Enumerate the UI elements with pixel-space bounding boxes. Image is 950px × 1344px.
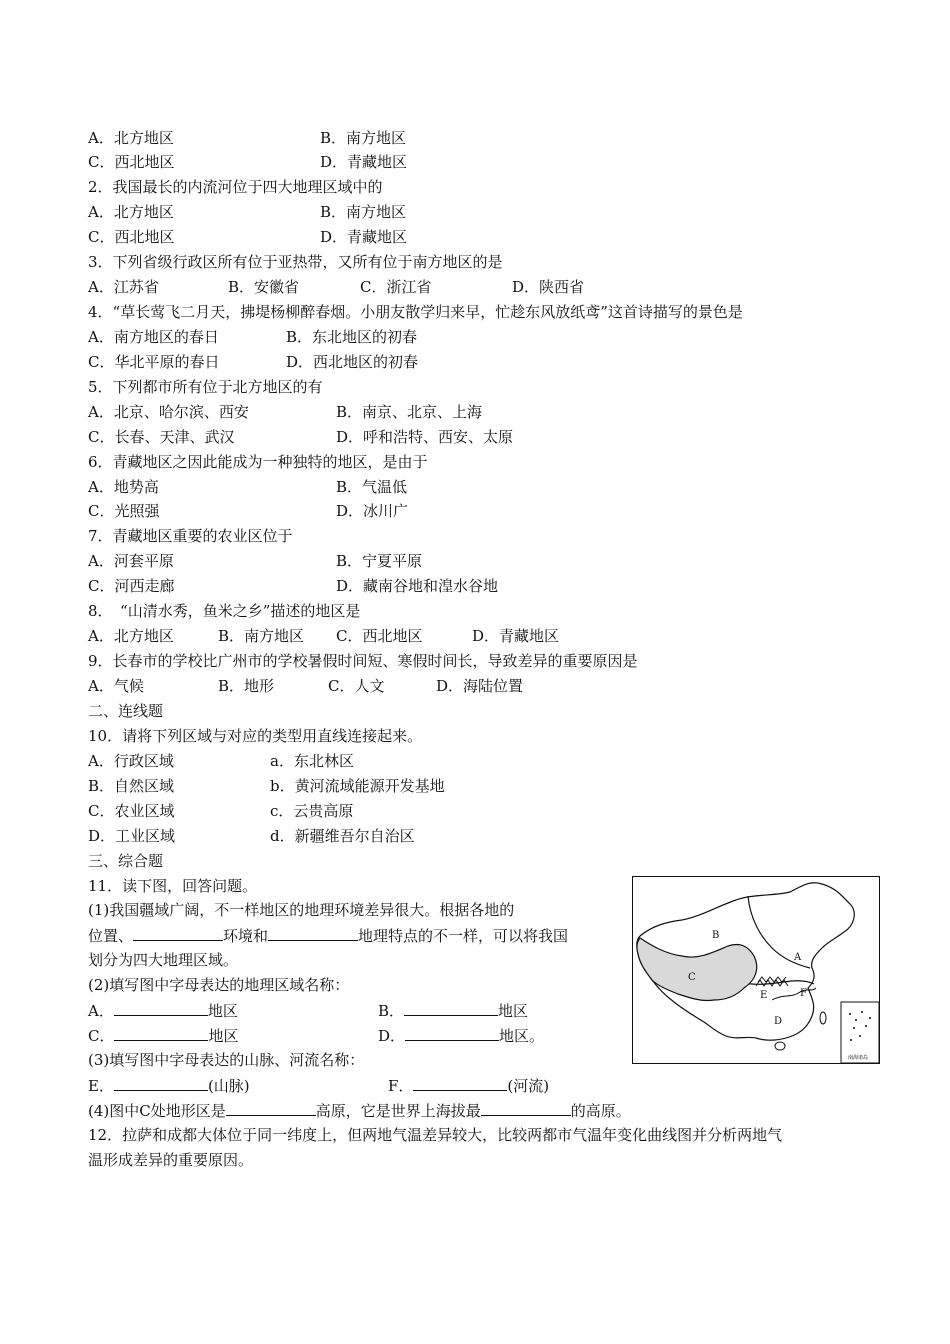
q1-options-row1 <box>88 128 407 148</box>
q10-right-c: c．云贵高原 <box>270 802 354 820</box>
region-d-suffix: 地区。 <box>499 1027 545 1045</box>
answer-blank-river-f[interactable] <box>413 1075 507 1091</box>
q11-part1-line3: 划分为四大地理区域。 <box>88 951 239 969</box>
region-b-label: B． <box>378 1002 405 1020</box>
q11-part4-text-a: (4)图中C处地形区是 <box>88 1102 226 1120</box>
q11-region-c <box>88 1027 239 1045</box>
q2-option-c: C．西北地区 <box>88 228 175 246</box>
hainan-island <box>775 1042 785 1050</box>
q1-options-row2 <box>88 152 408 172</box>
q6-option-b: B．气温低 <box>336 478 408 496</box>
region-a-label: A． <box>88 1002 114 1020</box>
q1-option-b: B．南方地区 <box>320 129 407 147</box>
map-label-b: B <box>712 930 720 941</box>
q10-right-d: d．新疆维吾尔自治区 <box>270 827 415 845</box>
q9-option-d: D．海陆位置 <box>436 677 524 695</box>
map-label-e: E <box>760 990 768 1001</box>
q2-options-row2 <box>88 227 408 247</box>
q1-option-d: D．青藏地区 <box>320 153 408 171</box>
q9-option-a: A．气候 <box>88 677 144 695</box>
mountain-e-label: E． <box>88 1077 114 1095</box>
q10-left-a: A．行政区域 <box>88 752 174 770</box>
q5-option-d: D．呼和浩特、西安、太原 <box>336 428 514 446</box>
q11-part2: (2)填写图中字母表达的地理区域名称： <box>88 976 350 994</box>
q10-left-d: D．工业区域 <box>88 827 176 845</box>
answer-blank-region-c[interactable] <box>114 1025 208 1041</box>
answer-blank-location[interactable] <box>133 925 223 941</box>
q10-stem: 10．请将下列区域与对应的类型用直线连接起来。 <box>88 727 423 745</box>
answer-blank-plateau[interactable] <box>226 1100 316 1116</box>
q9-stem: 9．长春市的学校比广州市的学校暑假时间短、寒假时间长，导致差异的重要原因是 <box>88 652 638 670</box>
q4-options-row1 <box>88 327 418 347</box>
q11-part2-row1 <box>88 1000 529 1020</box>
q10-left-c: C．农业区域 <box>88 802 175 820</box>
q2-option-b: B．南方地区 <box>320 203 407 221</box>
q12-line2: 温形成差异的重要原因。 <box>88 1151 254 1169</box>
q9-option-b: B．地形 <box>218 677 275 695</box>
answer-blank-region-a[interactable] <box>114 1000 208 1016</box>
region-a-suffix: 地区 <box>207 1002 238 1020</box>
q7-option-b: B．宁夏平原 <box>336 552 423 570</box>
q8-options <box>88 626 560 646</box>
answer-blank-altitude[interactable] <box>481 1100 571 1116</box>
q11-part4 <box>88 1100 631 1120</box>
q8-option-b: B．南方地区 <box>218 627 305 645</box>
river-f-label: F． <box>388 1077 414 1095</box>
q11-part1-line2 <box>88 925 568 945</box>
q4-option-b: B．东北地区的初春 <box>286 328 418 346</box>
q6-option-a: A．地势高 <box>88 478 159 496</box>
q11-part4-text-c: 的高原。 <box>570 1102 631 1120</box>
q11-region-a <box>88 1002 238 1020</box>
q10-pair-2 <box>88 776 445 796</box>
q5-option-c: C．长春、天津、武汉 <box>88 428 235 446</box>
q2-stem: 2．我国最长的内流河位于四大地理区域中的 <box>88 178 383 196</box>
answer-blank-mountain-e[interactable] <box>114 1075 208 1091</box>
q9-option-c: C．人文 <box>328 677 385 695</box>
section-3-heading: 三、综合题 <box>88 852 164 870</box>
q5-option-b: B．南京、北京、上海 <box>336 403 483 421</box>
q1-option-c: C．西北地区 <box>88 153 175 171</box>
region-c-suffix: 地区 <box>208 1027 239 1045</box>
q1-option-a: A．北方地区 <box>88 129 174 147</box>
q11-part2-row2 <box>88 1025 545 1045</box>
q11-part1-text-c: 地理特点的不一样，可以将我国 <box>358 927 569 945</box>
q5-stem: 5．下列都市所有位于北方地区的有 <box>88 378 323 396</box>
q9-options <box>88 676 524 696</box>
mountain-e-suffix: (山脉) <box>207 1077 250 1095</box>
q10-left-b: B．自然区域 <box>88 777 175 795</box>
region-b-suffix: 地区 <box>498 1002 529 1020</box>
q6-stem: 6．青藏地区之因此能成为一种独特的地区，是由于 <box>88 453 428 471</box>
q10-right-a: a．东北林区 <box>270 752 354 770</box>
q11-part3: (3)填写图中字母表达的山脉、河流名称： <box>88 1051 365 1069</box>
q7-options-row1 <box>88 551 423 571</box>
q5-options-row2 <box>88 427 514 447</box>
q3-option-b: B．安徽省 <box>228 278 300 296</box>
q11-part4-text-b: 高原，它是世界上海拔最 <box>315 1102 481 1120</box>
q10-pair-1 <box>88 751 354 771</box>
q4-option-d: D．西北地区的初春 <box>286 353 419 371</box>
q6-options-row2 <box>88 501 409 521</box>
q4-stem: 4．“草长莺飞二月天，拂堤杨柳醉春烟。小朋友散学归来早，忙趁东风放纸鸢”这首诗描写的景色是 <box>88 303 743 321</box>
inset-label: 南海诸岛 <box>848 1055 869 1061</box>
q11-region-b <box>378 1000 528 1021</box>
q11-region-d <box>378 1025 544 1046</box>
q7-options-row2 <box>88 576 499 596</box>
q3-option-d: D．陕西省 <box>512 278 585 296</box>
q7-option-d: D．藏南谷地和湟水谷地 <box>336 577 499 595</box>
q8-stem: 8． “山清水秀，鱼米之乡”描述的地区是 <box>88 602 361 620</box>
answer-blank-region-d[interactable] <box>405 1025 499 1041</box>
q4-option-c: C．华北平原的春日 <box>88 353 220 371</box>
q11-river-f <box>388 1075 549 1096</box>
q8-option-a: A．北方地区 <box>88 627 174 645</box>
river-f-suffix: (河流) <box>507 1077 550 1095</box>
q11-part1-text-b: 环境和 <box>223 927 269 945</box>
taiwan-island <box>820 1012 826 1024</box>
q10-pair-4 <box>88 826 415 846</box>
q8-option-c: C．西北地区 <box>336 627 423 645</box>
q5-option-a: A．北京、哈尔滨、西安 <box>88 403 249 421</box>
q3-stem: 3．下列省级行政区所有位于亚热带，又所有位于南方地区的是 <box>88 253 503 271</box>
map-label-a: A <box>794 952 802 963</box>
q6-option-c: C．光照强 <box>88 502 160 520</box>
q4-option-a: A．南方地区的春日 <box>88 328 219 346</box>
q11-stem: 11．读下图，回答问题。 <box>88 877 258 895</box>
q11-part1-text-a: 位置、 <box>88 927 134 945</box>
q3-option-a: A．江苏省 <box>88 278 159 296</box>
section-2-heading: 二、连线题 <box>88 702 164 720</box>
q11-mountain-e <box>88 1077 250 1095</box>
q6-options-row1 <box>88 477 408 497</box>
q4-options-row2 <box>88 352 419 372</box>
q2-option-d: D．青藏地区 <box>320 228 408 246</box>
q3-options <box>88 277 585 297</box>
q11-part3-row <box>88 1075 550 1095</box>
answer-blank-environment[interactable] <box>268 925 358 941</box>
region-c-label: C． <box>88 1027 115 1045</box>
q10-right-b: b．黄河流域能源开发基地 <box>270 777 445 795</box>
q12-line1: 12．拉萨和成都大体位于同一纬度上，但两地气温差异较大，比较两都市气温年变化曲线图并分析两地气 <box>88 1126 783 1144</box>
q11-part1-line1: (1)我国疆域广阔，不一样地区的地理环境差异很大。根据各地的 <box>88 901 515 919</box>
q7-option-a: A．河套平原 <box>88 552 174 570</box>
q7-stem: 7．青藏地区重要的农业区位于 <box>88 527 293 545</box>
q2-option-a: A．北方地区 <box>88 203 174 221</box>
map-label-c: C <box>688 972 696 983</box>
region-d-label: D． <box>378 1027 406 1045</box>
map-label-d: D <box>774 1016 783 1027</box>
q5-options-row1 <box>88 402 483 422</box>
q2-options-row1 <box>88 202 407 222</box>
map-label-f: F <box>800 988 807 999</box>
q3-option-c: C．浙江省 <box>360 278 432 296</box>
q7-option-c: C．河西走廊 <box>88 577 175 595</box>
south-china-sea-inset <box>841 1002 879 1063</box>
q8-option-d: D．青藏地区 <box>472 627 560 645</box>
q10-pair-3 <box>88 801 354 821</box>
china-regions-map <box>632 876 880 1064</box>
q6-option-d: D．冰川广 <box>336 502 409 520</box>
answer-blank-region-b[interactable] <box>404 1000 498 1016</box>
